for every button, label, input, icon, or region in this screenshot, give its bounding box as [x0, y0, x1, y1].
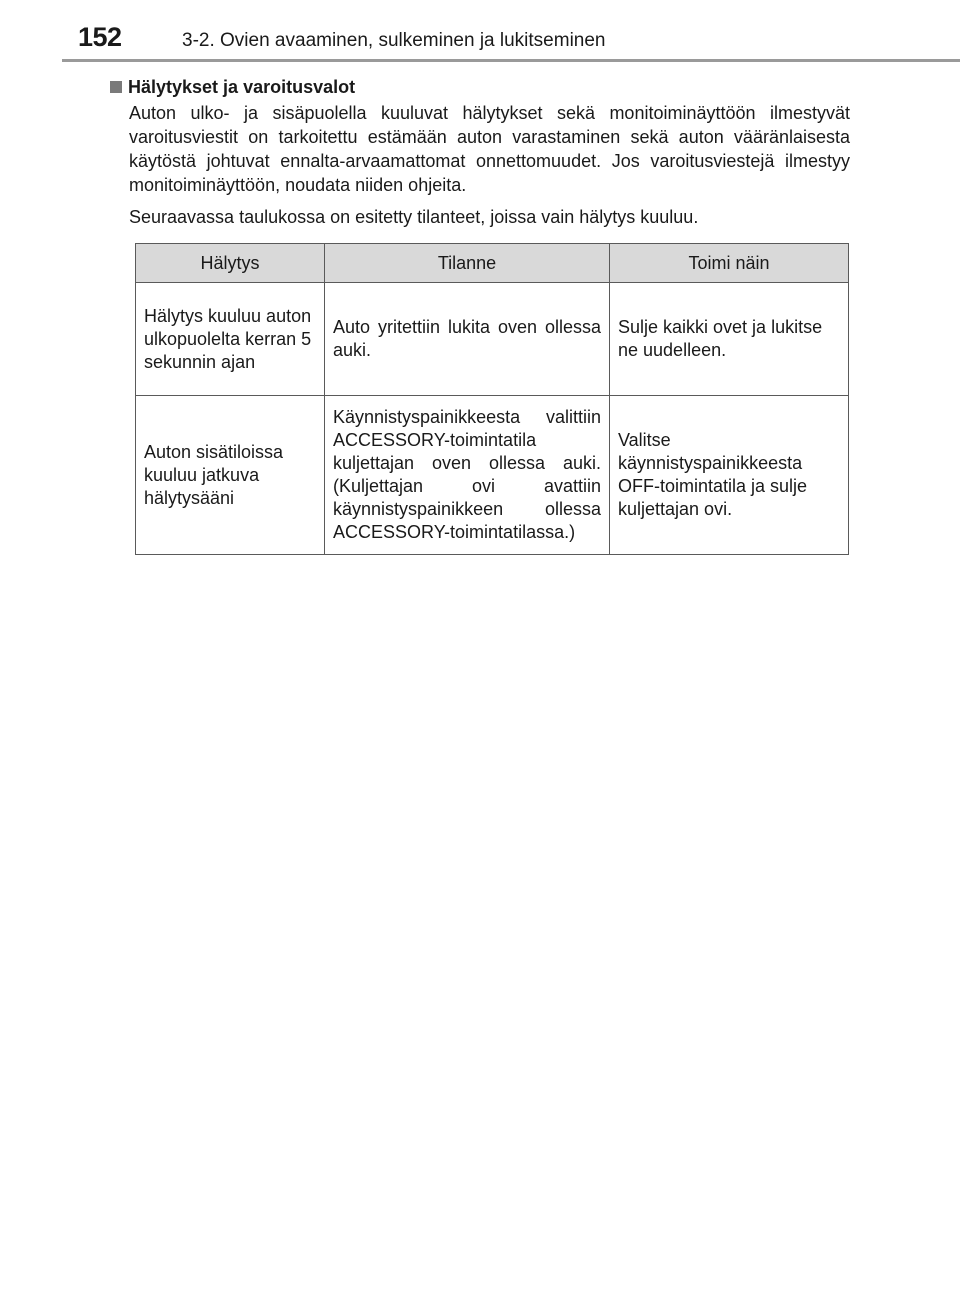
table-row: [136, 283, 849, 396]
header-divider: [62, 59, 960, 62]
chapter-title: 3-2. Ovien avaaminen, sulkeminen ja lukitseminen: [182, 30, 606, 51]
table-cell-alarm: Auton sisätiloissa kuuluu jatkuva hälytysääni: [136, 396, 325, 555]
table-header-row: [136, 244, 849, 283]
section-heading: [110, 75, 850, 99]
column-header-action: Toimi näin: [610, 244, 849, 283]
column-header-alarm: Hälytys: [136, 244, 325, 283]
table-row: [136, 396, 849, 555]
table-cell-situation: Auto yritettiin lukita oven ollessa auki.: [325, 283, 610, 396]
table-intro-paragraph: Seuraavassa taulukossa on esitetty tilanteet, joissa vain hälytys kuuluu.: [129, 207, 699, 227]
table-cell-action: Sulje kaikki ovet ja lukitse ne uudelleen.: [610, 283, 849, 396]
table-cell-situation: Käynnistyspainikkeesta valittiin ACCESSORY-toimintatila kuljettajan oven ollessa auki. (Kuljettajan ovi avattiin käynnistyspainikkeen ollessa ACCESSORY-toimintatilassa.): [325, 396, 610, 555]
table-cell-action: Valitse käynnistyspainikkeesta OFF-toimintatila ja sulje kuljettajan ovi.: [610, 396, 849, 555]
square-bullet-icon: [110, 81, 122, 93]
page-number: 152: [78, 22, 122, 52]
alarm-table-container: [135, 243, 849, 555]
section-heading-text: Hälytykset ja varoitusvalot: [128, 77, 356, 97]
intro-paragraph: Auton ulko- ja sisäpuolella kuuluvat hälytykset sekä monitoiminäyttöön ilmestyvät varoitusviestit on tarkoitettu estämään auton varastaminen sekä auton vääränlaisesta käytöstä johtuvat ennalta-arvaamattomat onnettomuudet. Jos varoitusviestejä ilmestyy monitoiminäyttöön, noudata niiden ohjeita.: [129, 103, 850, 195]
column-header-situation: Tilanne: [325, 244, 610, 283]
section-alarms: [110, 75, 850, 229]
table-cell-alarm: Hälytys kuuluu auton ulkopuolelta kerran 5 sekunnin ajan: [136, 283, 325, 396]
page-header: [0, 0, 960, 66]
alarm-table: [135, 243, 849, 555]
